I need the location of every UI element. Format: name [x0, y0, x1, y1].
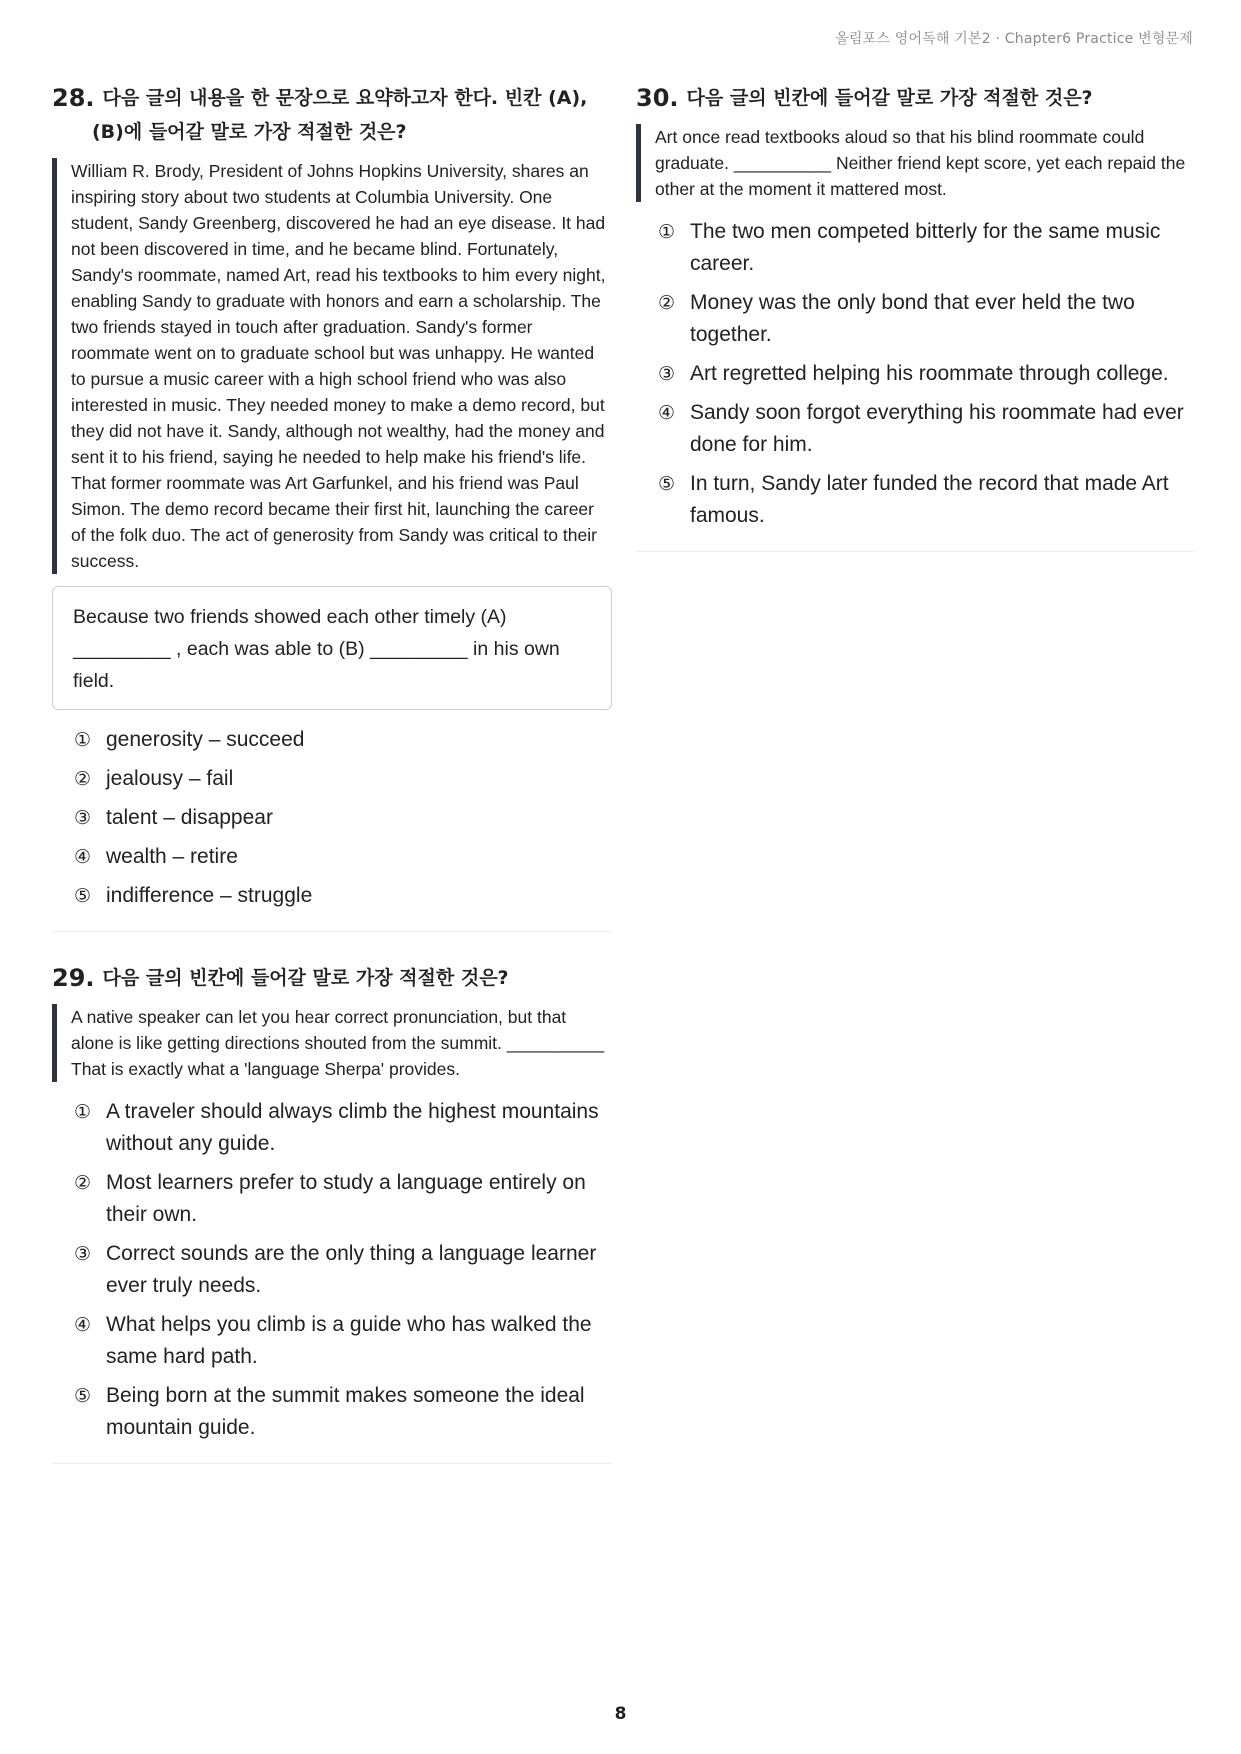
- question-28: [52, 80, 612, 932]
- choice-text: jealousy – fail: [106, 767, 234, 790]
- question-30-title: [636, 80, 1194, 116]
- choice-text: What helps you climb is a guide who has walked the same hard path.: [106, 1313, 592, 1368]
- question-number: 29.: [52, 964, 95, 992]
- question-number: 28.: [52, 84, 95, 112]
- choice-2[interactable]: [74, 763, 612, 795]
- right-column: [636, 80, 1194, 580]
- choice-text: indifference – struggle: [106, 884, 313, 907]
- choice-3[interactable]: [74, 1238, 612, 1302]
- choice-text: In turn, Sandy later funded the record that made Art famous.: [690, 472, 1169, 527]
- question-29: [52, 960, 612, 1464]
- choice-number: ②: [74, 1172, 92, 1194]
- choice-number: ⑤: [74, 885, 92, 907]
- choice-number: ⑤: [74, 1385, 92, 1407]
- choice-2[interactable]: [658, 287, 1194, 351]
- question-29-title: [52, 960, 612, 996]
- choice-1[interactable]: [658, 216, 1194, 280]
- choice-text: Sandy soon forgot everything his roommate had ever done for him.: [690, 401, 1184, 456]
- choice-text: The two men competed bitterly for the same music career.: [690, 220, 1161, 275]
- choice-text: Correct sounds are the only thing a language learner ever truly needs.: [106, 1242, 597, 1297]
- summary-box: Because two friends showed each other timely (A) _________ , each was able to (B) _________ in his own field.: [52, 586, 612, 710]
- choice-number: ①: [658, 221, 676, 243]
- choice-4[interactable]: [74, 841, 612, 873]
- choice-text: wealth – retire: [106, 845, 238, 868]
- answer-choices: [52, 1096, 612, 1444]
- choice-number: ①: [74, 729, 92, 751]
- answer-choices: [52, 724, 612, 912]
- reading-passage: A native speaker can let you hear correct pronunciation, but that alone is like getting directions shouted from the summit. __________ That is exactly what a 'language Sherpa' provides.: [52, 1004, 612, 1082]
- reading-passage: William R. Brody, President of Johns Hopkins University, shares an inspiring story about two students at Columbia University. One student, Sandy Greenberg, discovered he had an eye disease. It had not been discovered in time, and he became blind. Fortunately, Sandy's roommate, named Art, read his textbooks to him every night, enabling Sandy to graduate with honors and earn a scholarship. The two friends stayed in touch after graduation. Sandy's former roommate went on to graduate school but was unhappy. He wanted to pursue a music career with a high school friend who was also interested in music. They needed money to make a demo record, but they did not have it. Sandy, although not wealthy, had the money and sent it to his friend, saying he needed to help make his friend's life. That former roommate was Art Garfunkel, and his friend was Paul Simon. The demo record became their first hit, launching the career of the folk duo. The act of generosity from Sandy was critical to their success.: [52, 158, 612, 574]
- page-header: 올림포스 영어독해 기본2 · Chapter6 Practice 변형문제: [835, 31, 1193, 47]
- choice-number: ②: [658, 292, 676, 314]
- choice-number: ④: [74, 846, 92, 868]
- choice-text: Art regretted helping his roommate through college.: [690, 362, 1169, 385]
- question-prompt-line1: 다음 글의 내용을 한 문장으로 요약하고자 한다. 빈칸 (A),: [102, 87, 588, 109]
- choice-text: talent – disappear: [106, 806, 273, 829]
- choice-text: generosity – succeed: [106, 728, 305, 751]
- question-number: 30.: [636, 84, 679, 112]
- choice-1[interactable]: [74, 724, 612, 756]
- choice-5[interactable]: [74, 1380, 612, 1444]
- choice-5[interactable]: [74, 880, 612, 912]
- question-prompt-line2: (B)에 들어갈 말로 가장 적절한 것은?: [92, 121, 407, 143]
- choice-number: ②: [74, 768, 92, 790]
- choice-text: Being born at the summit makes someone the ideal mountain guide.: [106, 1384, 585, 1439]
- question-28-title: [52, 80, 612, 116]
- choice-number: ④: [658, 402, 676, 424]
- answer-choices: [636, 216, 1194, 532]
- question-prompt: 다음 글의 빈칸에 들어갈 말로 가장 적절한 것은?: [102, 967, 509, 989]
- choice-number: ⑤: [658, 473, 676, 495]
- choice-number: ③: [74, 1243, 92, 1265]
- choice-1[interactable]: [74, 1096, 612, 1160]
- choice-2[interactable]: [74, 1167, 612, 1231]
- choice-4[interactable]: [658, 397, 1194, 461]
- question-30: [636, 80, 1194, 552]
- choice-number: ③: [658, 363, 676, 385]
- choice-5[interactable]: [658, 468, 1194, 532]
- choice-text: Money was the only bond that ever held the two together.: [690, 291, 1135, 346]
- choice-number: ④: [74, 1314, 92, 1336]
- choice-number: ③: [74, 807, 92, 829]
- choice-3[interactable]: [658, 358, 1194, 390]
- choice-4[interactable]: [74, 1309, 612, 1373]
- page-number: 8: [614, 1704, 627, 1724]
- left-column: [52, 80, 612, 1492]
- reading-passage: Art once read textbooks aloud so that his blind roommate could graduate. __________ Neither friend kept score, yet each repaid the other at the moment it mattered most.: [636, 124, 1194, 202]
- choice-number: ①: [74, 1101, 92, 1123]
- choice-3[interactable]: [74, 802, 612, 834]
- choice-text: A traveler should always climb the highest mountains without any guide.: [106, 1100, 599, 1155]
- question-prompt: 다음 글의 빈칸에 들어갈 말로 가장 적절한 것은?: [686, 87, 1093, 109]
- choice-text: Most learners prefer to study a language entirely on their own.: [106, 1171, 586, 1226]
